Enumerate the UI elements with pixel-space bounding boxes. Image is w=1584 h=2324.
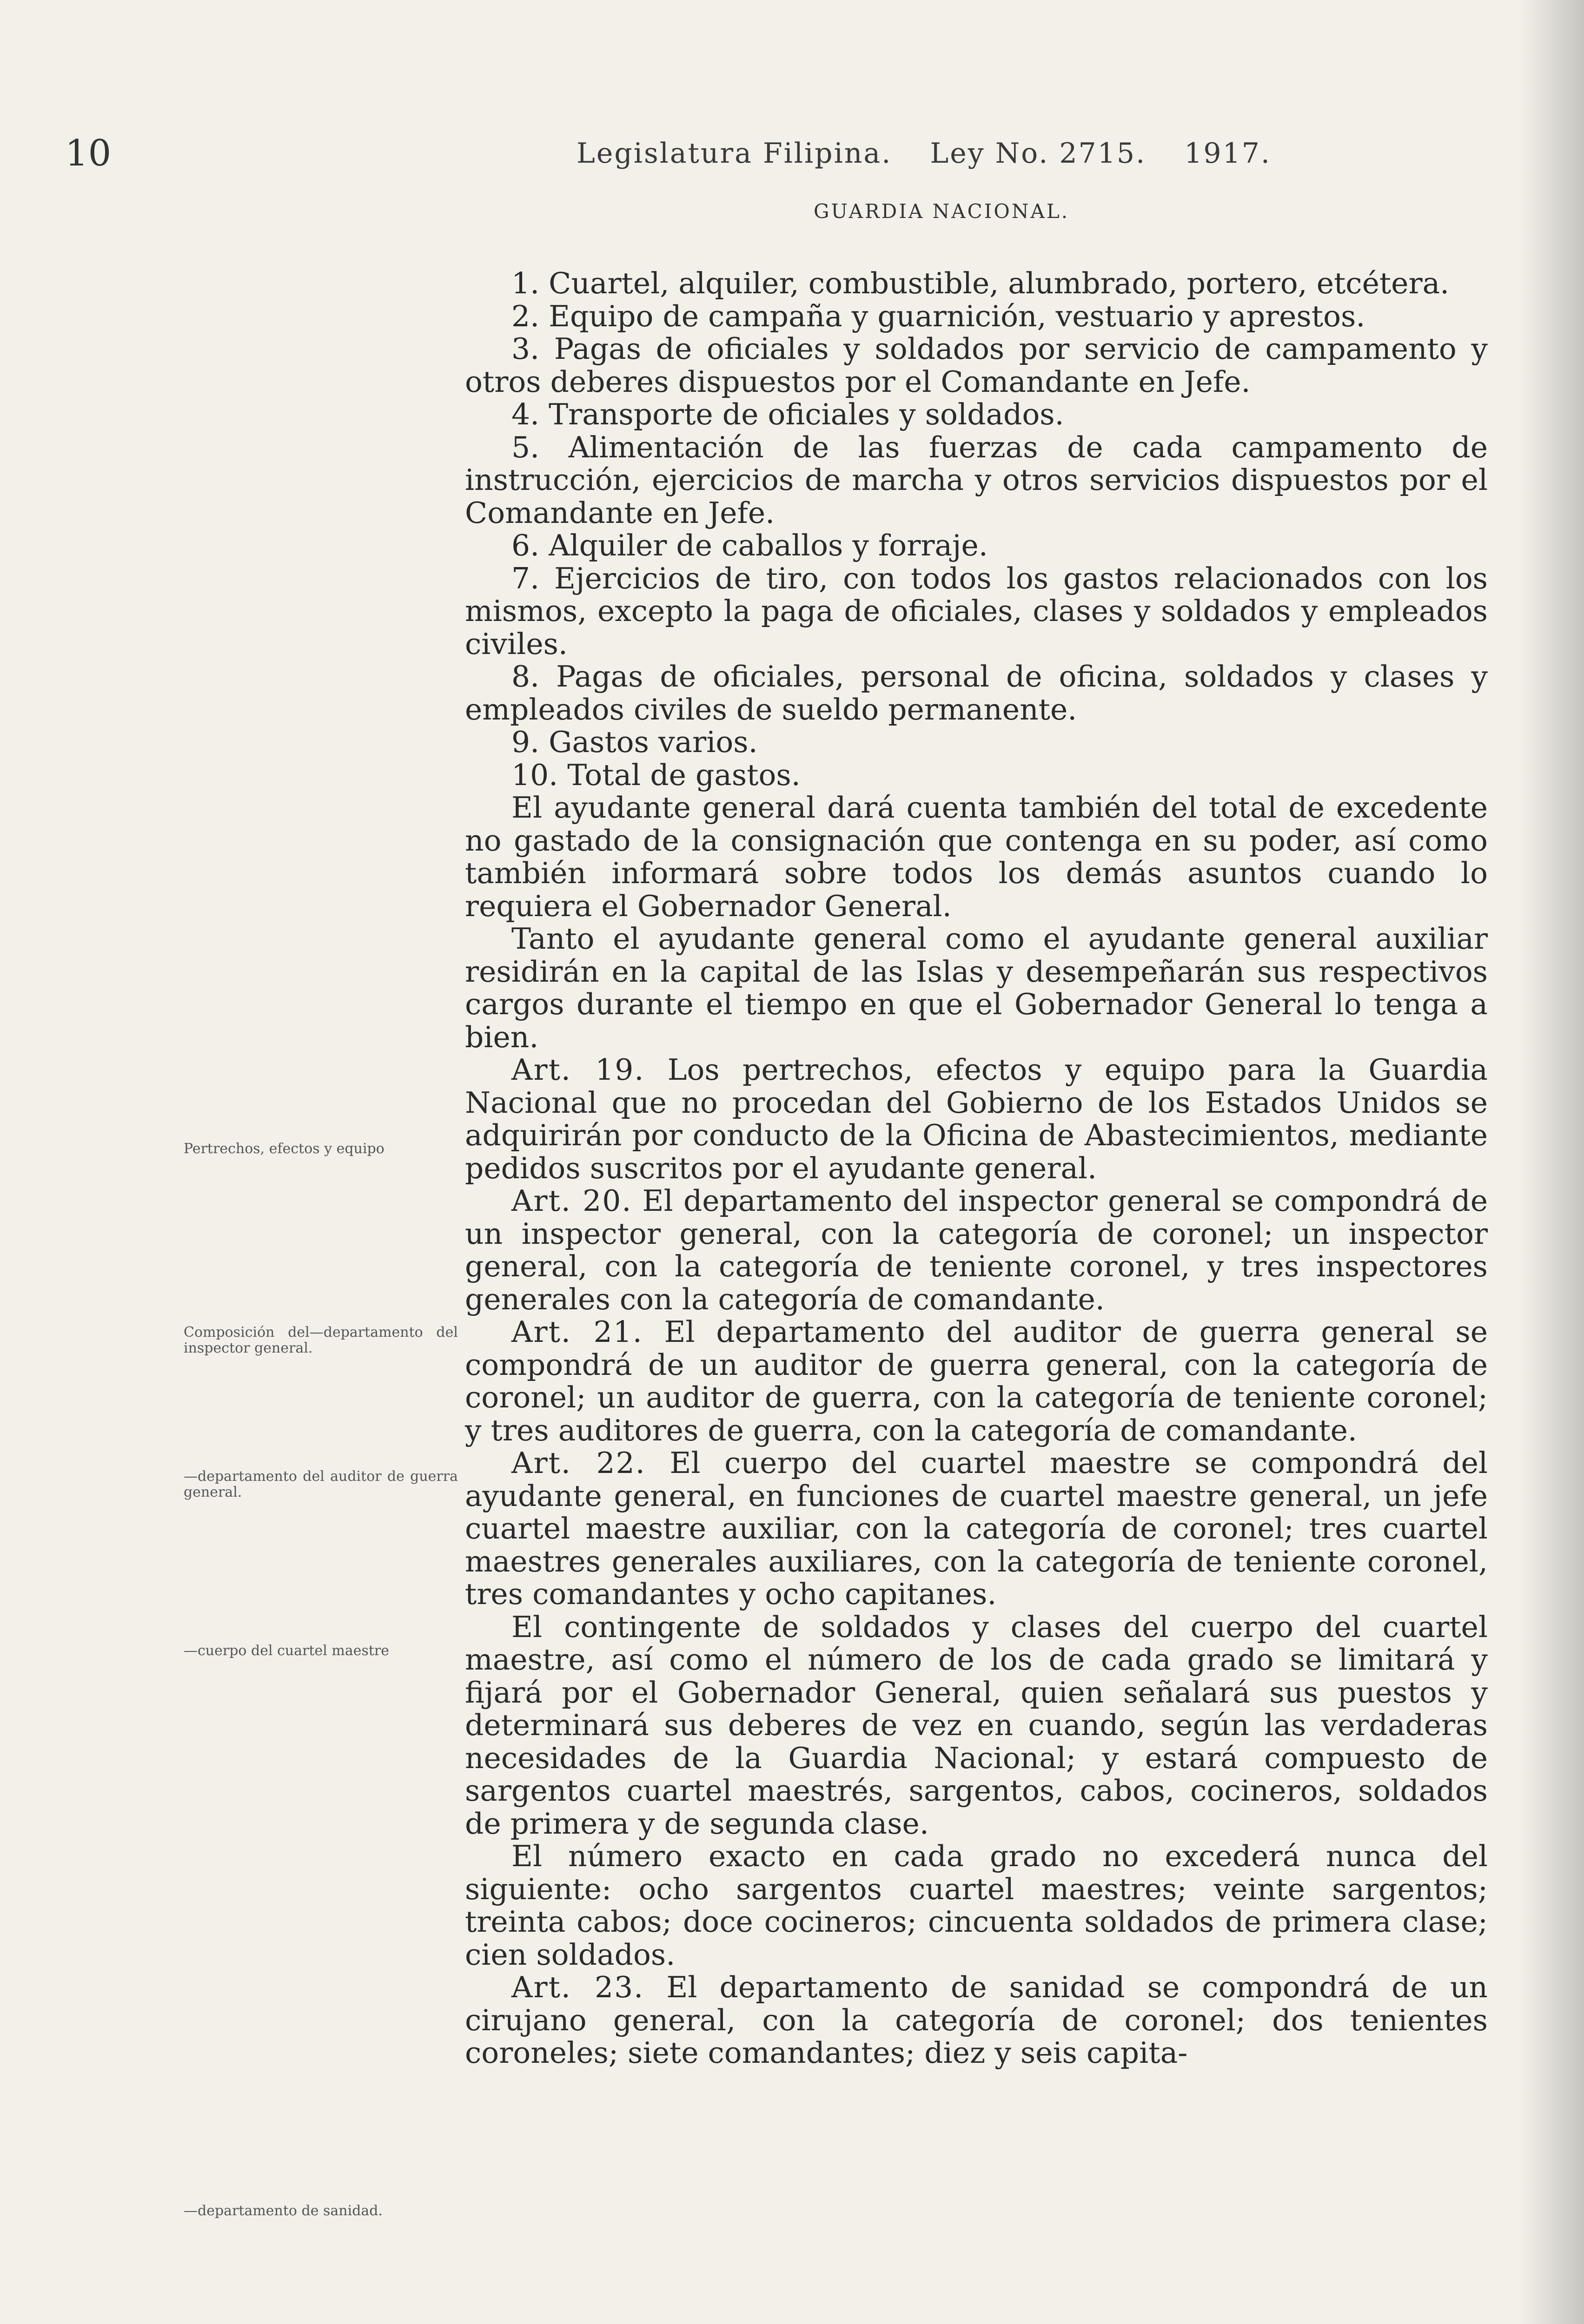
article-20	[465, 1185, 1488, 1316]
paragraph: 6. Alquiler de caballos y forraje.	[511, 528, 988, 562]
section-title: GUARDIA NACIONAL.	[814, 200, 1070, 223]
paragraph: 8. Pagas de oficiales, personal de oficina, soldados y clases y empleados civiles de sueldo permanente.	[465, 660, 1488, 726]
paragraph: 7. Ejercicios de tiro, con todos los gastos relacionados con los mismos, excepto la paga de oficiales, clases y soldados y empleados civiles.	[465, 561, 1488, 661]
margin-note: —departamento de sanidad.	[184, 2203, 383, 2219]
paragraph: 3. Pagas de oficiales y soldados por servicio de campamento y otros deberes dispuestos por el Comandante en Jefe.	[465, 332, 1488, 399]
article-text: El departamento del auditor de guerra general se compondrá de un auditor de guerra general, con la categoría de coronel; un auditor de guerra, con la categoría de teniente coronel; y tres auditores de guerra, con la categoría de comandante.	[465, 1315, 1488, 1447]
article-label: Art. 20.	[511, 1184, 632, 1218]
paragraph: 2. Equipo de campaña y guarnición, vestuario y aprestos.	[511, 299, 1365, 333]
article-text: El departamento del inspector general se compondrá de un inspector general, con la categoría de coronel; un inspector general, con la categoría de teniente coronel, y tres inspectores generales con la categoría de comandante.	[465, 1184, 1488, 1316]
paragraph: El ayudante general dará cuenta también del total de excedente no gastado de la consignación que contenga en su poder, así como también informará sobre todos los demás asuntos cuando lo requiera el Gobernador General.	[465, 791, 1488, 923]
paragraph: 1. Cuartel, alquiler, combustible, alumbrado, portero, etcétera.	[511, 266, 1450, 300]
page-edge-shadow	[1519, 0, 1584, 2324]
article-21	[465, 1316, 1488, 1447]
article-label: Art. 23.	[511, 1970, 644, 2004]
article-label: Art. 19.	[511, 1053, 645, 1087]
margin-note: Composición del—departamento del inspector general.	[184, 1324, 458, 1356]
paragraph: 10. Total de gastos.	[511, 758, 801, 792]
article-text: Los pertrechos, efectos y equipo para la Guardia Nacional que no procedan del Gobierno de los Estados Unidos se adquirirán por conducto de la Oficina de Abastecimientos, mediante pedidos suscritos por el ayudante general.	[465, 1053, 1488, 1185]
page-number: 10	[65, 132, 112, 174]
article-22	[465, 1447, 1488, 1611]
margin-note: Pertrechos, efectos y equipo	[184, 1141, 384, 1157]
article-label: Art. 22.	[511, 1446, 646, 1480]
paragraph: 5. Alimentación de las fuerzas de cada campamento de instrucción, ejercicios de marcha y otros servicios dispuestos por el Comandante en Jefe.	[465, 430, 1488, 530]
running-head-legislature: Legislatura Filipina.	[577, 137, 892, 170]
article-text: El departamento de sanidad se compondrá de un cirujano general, con la categoría de coronel; dos tenientes coroneles; siete comandantes; diez y seis capita-	[465, 1970, 1488, 2070]
running-head-law: Ley No. 2715.	[930, 137, 1147, 170]
paragraph: 9. Gastos varios.	[511, 725, 758, 759]
running-head-year: 1917.	[1184, 137, 1272, 170]
margin-note: —cuerpo del cuartel maestre	[184, 1643, 390, 1659]
margin-note: —departamento del auditor de guerra general.	[184, 1468, 458, 1500]
article-19	[465, 1054, 1488, 1185]
article-label: Art. 21.	[511, 1315, 643, 1349]
article-text: El cuerpo del cuartel maestre se compondrá del ayudante general, en funciones de cuartel maestre general, un jefe cuartel maestre auxiliar, con la categoría de coronel; tres cuartel maestres generales auxiliares, con la categoría de teniente coronel, tres comandantes y ocho capitanes.	[465, 1446, 1488, 1611]
paragraph: El contingente de soldados y clases del cuerpo del cuartel maestre, así como el número de los de cada grado se limitará y fijará por el Gobernador General, quien señalará sus puestos y determinará sus deberes de vez en cuando, según las verdaderas necesidades de la Guardia Nacional; y estará compuesto de sargentos cuartel maestrés, sargentos, cabos, cocineros, soldados de primera y de segunda clase.	[465, 1610, 1488, 1841]
paragraph: 4. Transporte de oficiales y soldados.	[511, 397, 1064, 431]
paragraph: Tanto el ayudante general como el ayudante general auxiliar residirán en la capital de las Islas y desempeñarán sus respectivos cargos durante el tiempo en que el Gobernador General lo tenga a bien.	[465, 922, 1488, 1054]
article-23	[465, 1971, 1488, 2070]
paragraph: El número exacto en cada grado no excederá nunca del siguiente: ocho sargentos cuartel maestres; veinte sargentos; treinta cabos; doce cocineros; cincuenta soldados de primera clase; cien soldados.	[465, 1839, 1488, 1972]
running-head	[577, 137, 1413, 170]
body-text	[465, 267, 1488, 2070]
